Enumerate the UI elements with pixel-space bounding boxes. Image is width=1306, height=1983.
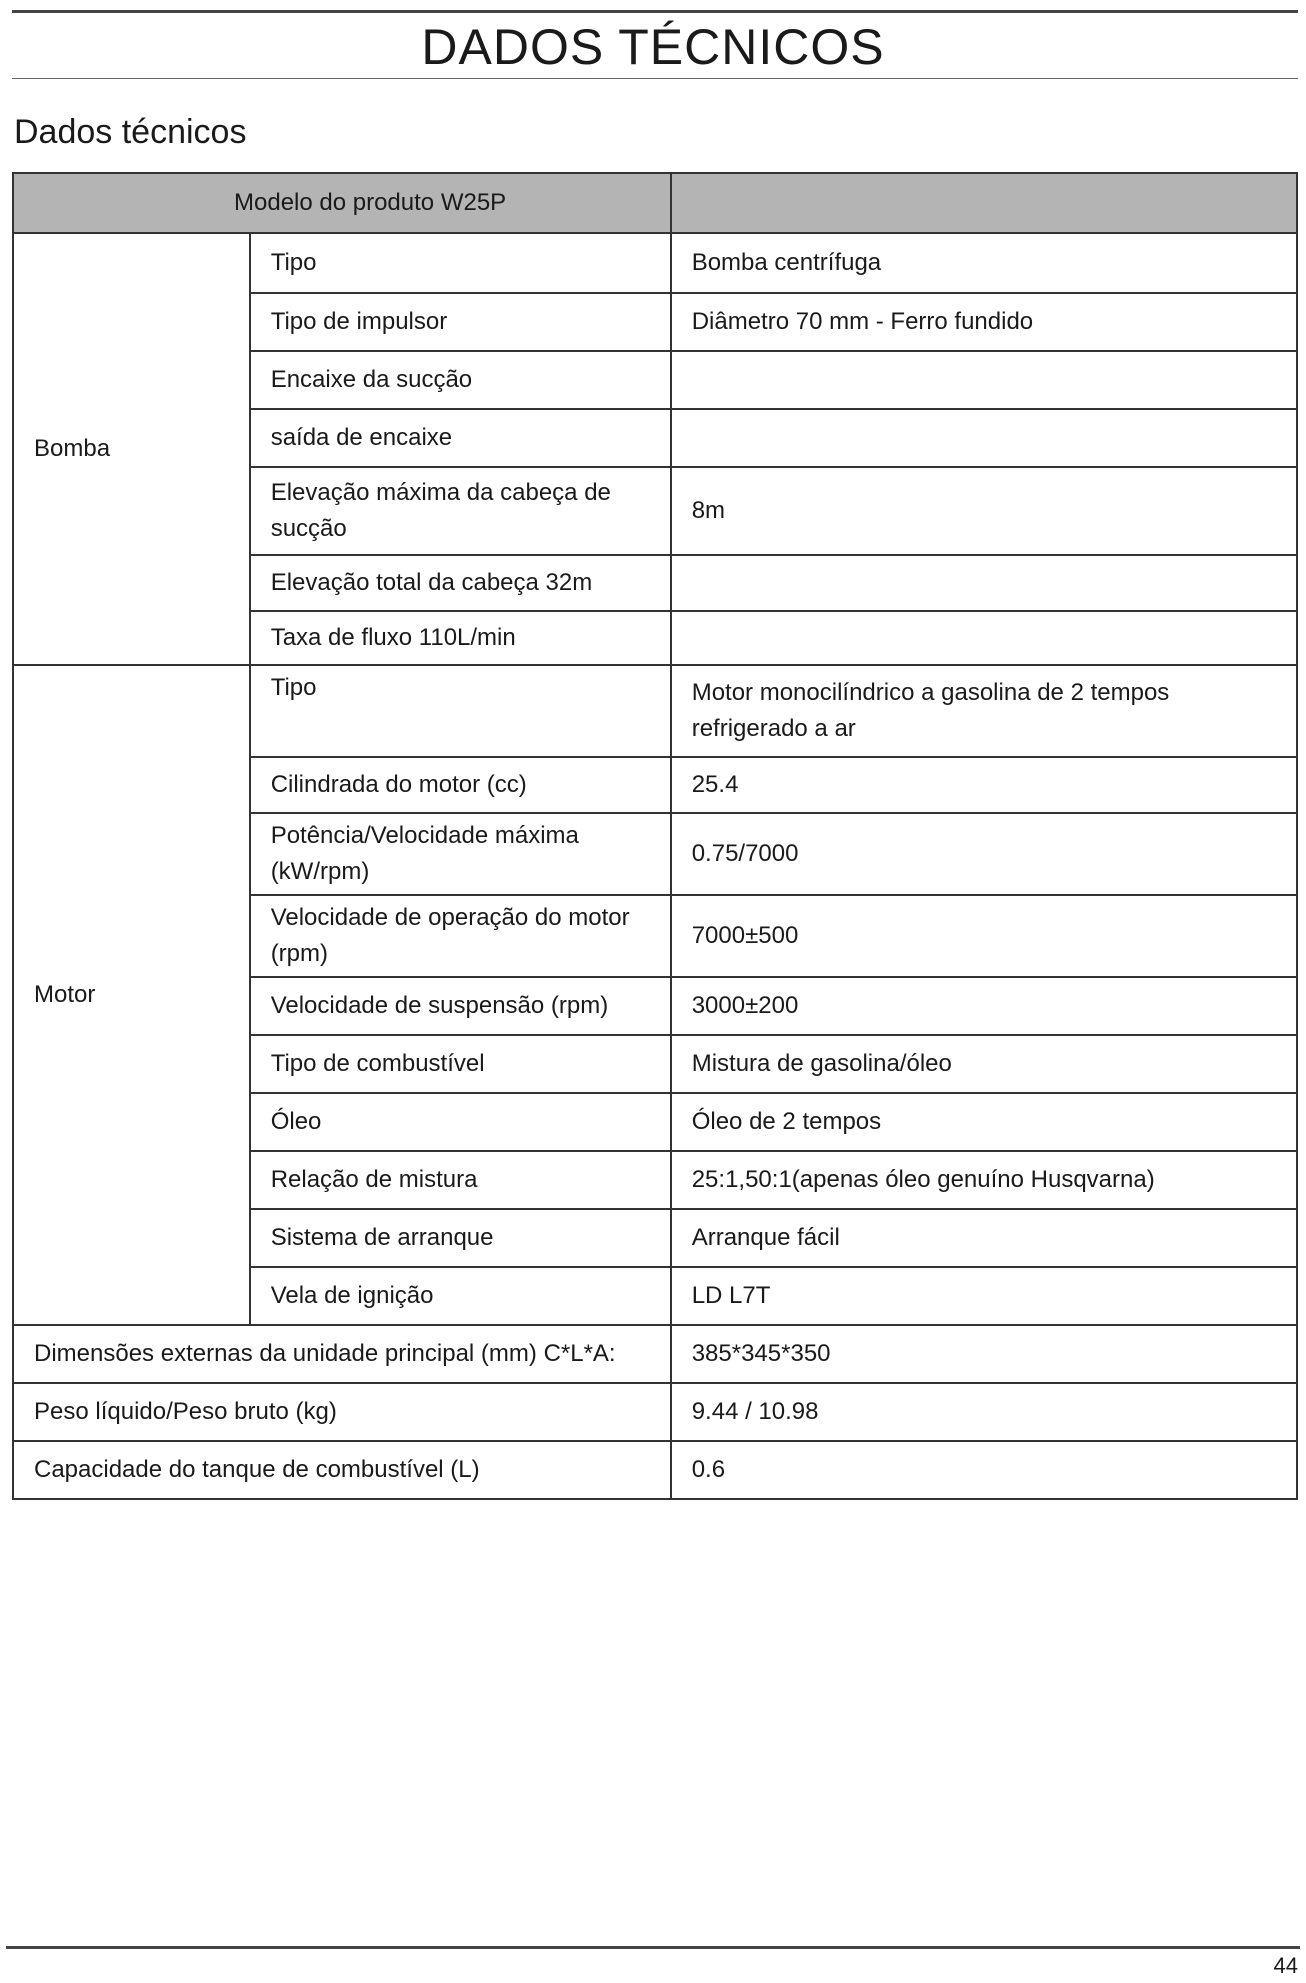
param-cell: Cilindrada do motor (cc) xyxy=(250,757,671,813)
param-cell: Vela de ignição xyxy=(250,1267,671,1325)
value-cell xyxy=(671,611,1297,665)
value-cell xyxy=(671,409,1297,467)
param-cell: Potência/Velocidade máxima (kW/rpm) xyxy=(250,813,671,895)
param-cell: Encaixe da sucção xyxy=(250,351,671,409)
value-cell: LD L7T xyxy=(671,1267,1297,1325)
technical-data-table xyxy=(12,172,1298,1500)
section-title: Dados técnicos xyxy=(14,113,247,151)
param-cell: Tipo de impulsor xyxy=(250,293,671,351)
param-cell: Peso líquido/Peso bruto (kg) xyxy=(13,1383,671,1441)
value-cell: Arranque fácil xyxy=(671,1209,1297,1267)
group-label-motor: Motor xyxy=(13,665,250,1325)
table-row xyxy=(13,665,1297,757)
param-cell: Óleo xyxy=(250,1093,671,1151)
value-cell: Diâmetro 70 mm - Ferro fundido xyxy=(671,293,1297,351)
param-cell: Dimensões externas da unidade principal (mm) C*L*A: xyxy=(13,1325,671,1383)
value-cell: Óleo de 2 tempos xyxy=(671,1093,1297,1151)
value-header xyxy=(671,173,1297,233)
top-rule xyxy=(12,10,1298,13)
group-label-bomba: Bomba xyxy=(13,233,250,665)
table-row xyxy=(13,1441,1297,1499)
value-cell: 25.4 xyxy=(671,757,1297,813)
value-cell: Motor monocilíndrico a gasolina de 2 tempos refrigerado a ar xyxy=(671,665,1297,757)
param-cell: Capacidade do tanque de combustível (L) xyxy=(13,1441,671,1499)
param-cell: Elevação total da cabeça 32m xyxy=(250,555,671,611)
param-cell: Sistema de arranque xyxy=(250,1209,671,1267)
value-cell: Bomba centrífuga xyxy=(671,233,1297,293)
value-cell xyxy=(671,555,1297,611)
value-cell: 0.6 xyxy=(671,1441,1297,1499)
param-cell: Velocidade de operação do motor (rpm) xyxy=(250,895,671,977)
param-cell: Relação de mistura xyxy=(250,1151,671,1209)
value-cell: 8m xyxy=(671,467,1297,555)
param-cell: Tipo de combustível xyxy=(250,1035,671,1093)
param-cell: Taxa de fluxo 110L/min xyxy=(250,611,671,665)
value-cell: 0.75/7000 xyxy=(671,813,1297,895)
value-cell: 7000±500 xyxy=(671,895,1297,977)
title-rule xyxy=(12,78,1298,79)
model-header: Modelo do produto W25P xyxy=(13,173,671,233)
param-cell: saída de encaixe xyxy=(250,409,671,467)
page-title: DADOS TÉCNICOS xyxy=(421,19,885,75)
page-number: 44 xyxy=(1273,1953,1298,1978)
table-row xyxy=(13,1383,1297,1441)
param-cell: Elevação máxima da cabeça de sucção xyxy=(250,467,671,555)
param-cell: Tipo xyxy=(250,665,671,757)
table-row xyxy=(13,1325,1297,1383)
bottom-rule xyxy=(6,1946,1300,1949)
param-cell: Tipo xyxy=(250,233,671,293)
value-cell xyxy=(671,351,1297,409)
table-header-row xyxy=(13,173,1297,233)
value-cell: 385*345*350 xyxy=(671,1325,1297,1383)
value-cell: 9.44 / 10.98 xyxy=(671,1383,1297,1441)
table-row xyxy=(13,233,1297,293)
param-cell: Velocidade de suspensão (rpm) xyxy=(250,977,671,1035)
value-cell: 3000±200 xyxy=(671,977,1297,1035)
value-cell: 25:1,50:1(apenas óleo genuíno Husqvarna) xyxy=(671,1151,1297,1209)
value-cell: Mistura de gasolina/óleo xyxy=(671,1035,1297,1093)
